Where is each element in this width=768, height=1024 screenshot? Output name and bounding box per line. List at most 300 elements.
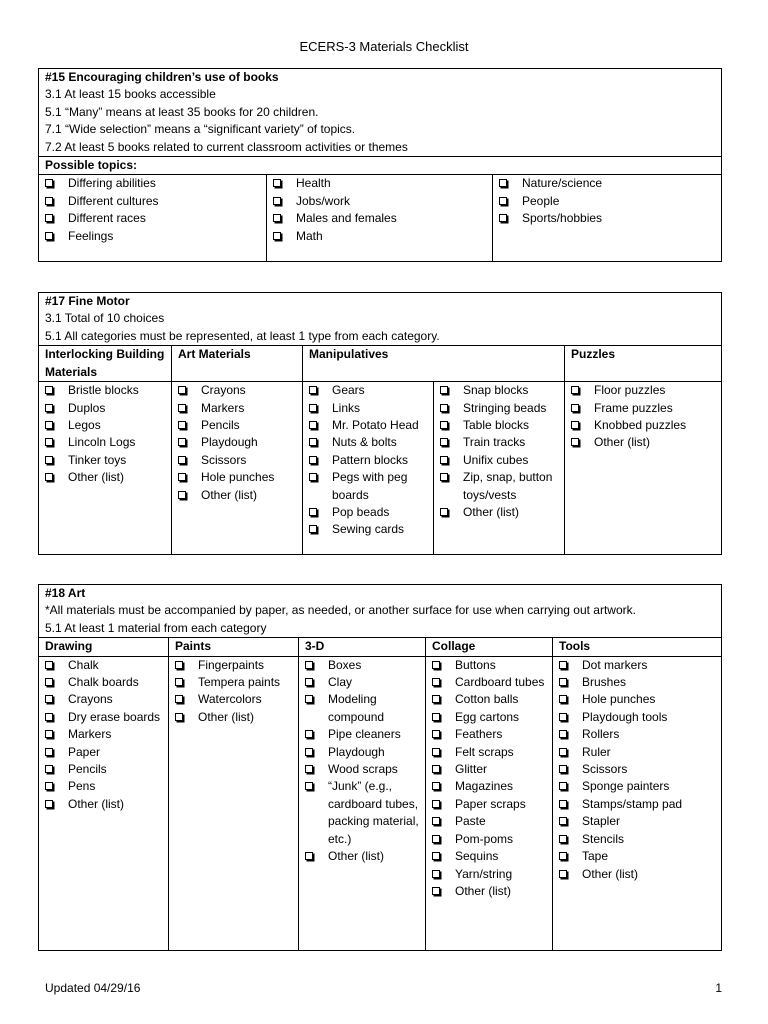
checkbox-icon[interactable] <box>440 456 448 464</box>
checklist <box>305 657 423 866</box>
checklist <box>432 657 550 901</box>
checkbox-icon[interactable] <box>175 661 183 669</box>
checkbox-icon[interactable] <box>571 404 579 412</box>
checklist-item <box>309 521 431 538</box>
checkbox-icon[interactable] <box>571 438 579 446</box>
checkbox-icon[interactable] <box>45 713 53 721</box>
checklist-item <box>175 674 296 691</box>
checklist-item <box>305 778 423 848</box>
checkbox-icon[interactable] <box>432 852 440 860</box>
checklist-item-label: Clay <box>328 675 353 690</box>
checkbox-icon[interactable] <box>440 473 448 481</box>
section-heading: #17 Fine Motor <box>45 294 130 308</box>
checklist-item-label: Pencils <box>201 418 240 433</box>
checkbox-icon[interactable] <box>559 782 567 790</box>
criterion-line: 3.1 At least 15 books accessible <box>45 87 216 102</box>
checkbox-icon[interactable] <box>178 491 186 499</box>
checklist-item <box>559 813 719 830</box>
checkbox-icon[interactable] <box>432 765 440 773</box>
checklist-item-label: Lincoln Logs <box>68 435 136 450</box>
checklist-item <box>499 210 719 227</box>
checklist-item <box>559 831 719 848</box>
checklist-item <box>45 434 169 451</box>
checklist-item <box>45 657 166 674</box>
criterion-line: 7.2 At least 5 books related to current classroom activities or themes <box>45 139 408 154</box>
checkbox-icon[interactable] <box>178 438 186 446</box>
checklist-item <box>305 726 423 743</box>
section-header <box>39 585 721 638</box>
checklist-item-label: Health <box>296 176 331 191</box>
checkbox-icon[interactable] <box>45 179 53 187</box>
checkbox-icon[interactable] <box>499 214 507 222</box>
checklist-item-label: Stringing beads <box>463 400 547 415</box>
checklist-item-label: Paper <box>68 744 101 759</box>
checklist-item-label: Floor puzzles <box>594 383 666 398</box>
checklist-item <box>45 417 169 434</box>
category-column <box>298 657 425 951</box>
checklist-item-label: Tinker toys <box>68 452 127 467</box>
checkbox-icon[interactable] <box>432 695 440 703</box>
checklist-item-label: Frame puzzles <box>594 400 673 415</box>
checklist-item <box>305 691 423 726</box>
checklist-item <box>440 434 562 451</box>
checklist-item <box>559 726 719 743</box>
checklist-item-label: Bristle blocks <box>68 383 139 398</box>
checkbox-icon[interactable] <box>559 817 567 825</box>
checklist-item-label: Yarn/string <box>455 866 513 881</box>
checklist-item-label: Paper scraps <box>455 796 526 811</box>
checkbox-icon[interactable] <box>45 473 53 481</box>
checkbox-icon[interactable] <box>432 800 440 808</box>
checklist-item-label: Cardboard tubes <box>455 675 545 690</box>
checklist-item-label: Links <box>332 400 361 415</box>
checklist-item <box>432 778 550 795</box>
checklist-item <box>45 452 169 469</box>
checklist-item-label: Other (list) <box>201 487 258 502</box>
checklist-item-label: Differing abilities <box>68 176 156 191</box>
checkbox-icon[interactable] <box>309 473 317 481</box>
checkbox-icon[interactable] <box>571 386 579 394</box>
checklist-item-label: Egg cartons <box>455 709 520 724</box>
checklist-item <box>440 469 562 504</box>
category-header: Art Materials <box>171 346 302 381</box>
checklist-item <box>309 469 431 504</box>
checkbox-icon[interactable] <box>45 678 53 686</box>
checklist-item-label: Buttons <box>455 657 496 672</box>
checkbox-icon[interactable] <box>309 421 317 429</box>
category-column <box>425 657 552 951</box>
checklist <box>273 175 490 245</box>
checkbox-icon[interactable] <box>305 852 313 860</box>
page-title: ECERS-3 Materials Checklist <box>299 39 469 54</box>
checklist-item <box>559 657 719 674</box>
topics-column <box>492 175 721 261</box>
checkbox-icon[interactable] <box>45 765 53 773</box>
checkbox-icon[interactable] <box>273 179 281 187</box>
checkbox-icon[interactable] <box>305 695 313 703</box>
checklist-item-label: Tape <box>582 849 609 864</box>
checklist <box>571 382 719 452</box>
category-column <box>552 657 721 951</box>
checkbox-icon[interactable] <box>432 870 440 878</box>
checklist-item <box>178 469 300 486</box>
checklist-item-label: Stencils <box>582 831 625 846</box>
checkbox-icon[interactable] <box>273 232 281 240</box>
category-header: Collage <box>425 638 552 655</box>
checklist-item <box>432 674 550 691</box>
checklist-item-label: Ruler <box>582 744 611 759</box>
checklist-item-label: Modeling compound <box>328 692 385 724</box>
category-header: Interlocking Building Materials <box>45 347 165 379</box>
checklist-item-label: Watercolors <box>198 692 262 707</box>
checklist-item <box>559 848 719 865</box>
topics-row <box>39 175 721 261</box>
category-header: Puzzles <box>564 346 721 381</box>
checklist-item-label: Pipe cleaners <box>328 727 401 742</box>
checklist-item <box>432 709 550 726</box>
checkbox-icon[interactable] <box>45 197 53 205</box>
category-column <box>433 382 564 555</box>
checklist-item-label: Scissors <box>201 452 247 467</box>
checklist <box>499 175 719 227</box>
checklist-item <box>432 744 550 761</box>
checkbox-icon[interactable] <box>432 678 440 686</box>
checklist-item <box>432 831 550 848</box>
checklist-item <box>559 778 719 795</box>
checkbox-icon[interactable] <box>432 782 440 790</box>
checklist-item-label: Dot markers <box>582 657 648 672</box>
checklist-item-label: Feelings <box>68 228 114 243</box>
checklist-item-label: Mr. Potato Head <box>332 418 419 433</box>
checkbox-icon[interactable] <box>175 678 183 686</box>
checklist-item-label: Snap blocks <box>463 383 529 398</box>
checklist-item-label: Math <box>296 228 323 243</box>
checklist-item-label: Sports/hobbies <box>522 211 603 226</box>
checklist-item <box>305 848 423 865</box>
checklist-item <box>45 744 166 761</box>
checklist-item-label: Pom-poms <box>455 831 514 846</box>
checklist-item <box>440 382 562 399</box>
checklist-item-label: Pens <box>68 779 96 794</box>
checklist-item-label: Stamps/stamp pad <box>582 796 683 811</box>
checklist-item <box>305 674 423 691</box>
checkbox-icon[interactable] <box>432 835 440 843</box>
checkbox-icon[interactable] <box>499 197 507 205</box>
checklist-item-label: Playdough tools <box>582 709 668 724</box>
checklist-item <box>499 193 719 210</box>
checklist-item-label: Pegs with peg boards <box>332 470 408 502</box>
checklist-item-label: “Junk” (e.g., cardboard tubes, packing material, etc.) <box>328 779 419 846</box>
category-header: Manipulatives <box>302 346 564 381</box>
checkbox-icon[interactable] <box>499 179 507 187</box>
checklist-item <box>273 175 490 192</box>
checkbox-icon[interactable] <box>440 508 448 516</box>
category-header: Tools <box>552 638 721 655</box>
checkbox-icon[interactable] <box>175 695 183 703</box>
category-column <box>168 657 298 951</box>
checklist-item-label: Train tracks <box>463 435 526 450</box>
checkbox-icon[interactable] <box>559 678 567 686</box>
criterion-line: 3.1 Total of 10 choices <box>45 311 165 326</box>
checklist-item <box>45 691 166 708</box>
checklist-item-label: Rollers <box>582 727 620 742</box>
category-header: Paints <box>168 638 298 655</box>
checklist-item-label: Zip, snap, button toys/vests <box>463 470 553 502</box>
checklist-item <box>178 382 300 399</box>
topics-column <box>266 175 492 261</box>
checkbox-icon[interactable] <box>305 765 313 773</box>
checklist <box>45 175 264 245</box>
checkbox-icon[interactable] <box>45 782 53 790</box>
category-header-row <box>39 346 721 382</box>
checklist-item-label: Glitter <box>455 762 488 777</box>
checklist-item <box>440 504 562 521</box>
checkbox-icon[interactable] <box>45 730 53 738</box>
checklist <box>559 657 719 883</box>
checklist-item <box>559 744 719 761</box>
checklist-item-label: Boxes <box>328 657 362 672</box>
checklist-item <box>45 400 169 417</box>
checklist <box>45 382 169 486</box>
checkbox-icon[interactable] <box>305 661 313 669</box>
category-column <box>564 382 721 555</box>
checklist-item <box>273 228 490 245</box>
checkbox-icon[interactable] <box>432 661 440 669</box>
checklist-item-label: Other (list) <box>328 849 385 864</box>
checklist-item <box>559 796 719 813</box>
category-column <box>302 382 433 555</box>
checklist-item <box>309 434 431 451</box>
checklist-item <box>499 175 719 192</box>
checklist <box>175 657 296 727</box>
checklist-item <box>571 434 719 451</box>
checklist-item-label: Other (list) <box>198 709 255 724</box>
checklist-item-label: Stapler <box>582 814 621 829</box>
checkbox-icon[interactable] <box>440 386 448 394</box>
checklist-item <box>559 691 719 708</box>
checklist-item-label: Crayons <box>68 692 113 707</box>
checkbox-icon[interactable] <box>559 713 567 721</box>
checklist-item <box>571 417 719 434</box>
checklist-item <box>440 417 562 434</box>
criterion-line: 7.1 “Wide selection” means a “significant variety” of topics. <box>45 122 356 137</box>
checkbox-icon[interactable] <box>559 765 567 773</box>
checklist-item <box>559 674 719 691</box>
checklist-item-label: Other (list) <box>582 866 639 881</box>
checklist-item <box>432 726 550 743</box>
checkbox-icon[interactable] <box>440 421 448 429</box>
checklist-item <box>432 883 550 900</box>
checkbox-icon[interactable] <box>305 678 313 686</box>
checkbox-icon[interactable] <box>559 730 567 738</box>
checkbox-icon[interactable] <box>178 421 186 429</box>
checklist-item <box>45 778 166 795</box>
checkbox-icon[interactable] <box>559 695 567 703</box>
checkbox-icon[interactable] <box>309 508 317 516</box>
criterion-line: 5.1 At least 1 material from each category <box>45 620 267 635</box>
section-17-fine-motor <box>38 292 722 555</box>
checklist-item-label: Duplos <box>68 400 106 415</box>
checklist-item-label: Other (list) <box>68 796 125 811</box>
checklist-item <box>559 866 719 883</box>
checklist-item <box>432 796 550 813</box>
checklist-item-label: Jobs/work <box>296 193 351 208</box>
checkbox-icon[interactable] <box>559 800 567 808</box>
section-heading: #18 Art <box>45 586 86 600</box>
checkbox-icon[interactable] <box>45 456 53 464</box>
checklist-item-label: Playdough <box>201 435 258 450</box>
checkbox-icon[interactable] <box>45 214 53 222</box>
checklist-item <box>45 228 264 245</box>
checklist-item <box>45 796 166 813</box>
checkbox-icon[interactable] <box>45 404 53 412</box>
checkbox-icon[interactable] <box>309 525 317 533</box>
checklist-item <box>571 382 719 399</box>
checklist-item <box>309 382 431 399</box>
checkbox-icon[interactable] <box>45 232 53 240</box>
category-column <box>39 657 168 951</box>
checklist-item-label: Pop beads <box>332 505 390 520</box>
criterion-line: *All materials must be accompanied by paper, as needed, or another surface for use when carrying out artwork. <box>45 603 636 618</box>
checklist-item <box>571 400 719 417</box>
checklist-item-label: Males and females <box>296 211 397 226</box>
checklist-item <box>45 761 166 778</box>
checkbox-icon[interactable] <box>559 852 567 860</box>
checkbox-icon[interactable] <box>273 214 281 222</box>
checklist-item-label: Table blocks <box>463 418 530 433</box>
checklist-item-label: Hole punches <box>201 470 275 485</box>
checkbox-icon[interactable] <box>178 386 186 394</box>
checklist-item <box>178 452 300 469</box>
checklist-item-label: Scissors <box>582 762 628 777</box>
checklist-item <box>440 400 562 417</box>
checkbox-icon[interactable] <box>178 473 186 481</box>
checkbox-icon[interactable] <box>559 748 567 756</box>
checkbox-icon[interactable] <box>309 404 317 412</box>
checklist-item-label: Pencils <box>68 762 107 777</box>
checkbox-icon[interactable] <box>309 386 317 394</box>
checklist-item-label: Markers <box>201 400 245 415</box>
checklist-item <box>175 691 296 708</box>
checkbox-icon[interactable] <box>559 870 567 878</box>
checkbox-icon[interactable] <box>559 835 567 843</box>
checkbox-icon[interactable] <box>45 800 53 808</box>
checklist-item-label: Other (list) <box>455 883 512 898</box>
checkbox-icon[interactable] <box>432 713 440 721</box>
checklist-item <box>432 657 550 674</box>
checklist-item-label: Crayons <box>201 383 246 398</box>
checkbox-icon[interactable] <box>45 438 53 446</box>
section-heading: #15 Encouraging children’s use of books <box>45 70 279 84</box>
checklist <box>45 657 166 814</box>
checklist-item-label: Other (list) <box>594 435 651 450</box>
checkbox-icon[interactable] <box>273 197 281 205</box>
checkbox-icon[interactable] <box>178 404 186 412</box>
checklist-item <box>178 434 300 451</box>
checklist-item-label: Knobbed puzzles <box>594 418 687 433</box>
checklist-item <box>178 400 300 417</box>
checkbox-icon[interactable] <box>178 456 186 464</box>
checklist-item-label: Different races <box>68 211 146 226</box>
checklist-item-label: Sequins <box>455 849 499 864</box>
checkbox-icon[interactable] <box>440 438 448 446</box>
checklist-item <box>45 709 166 726</box>
checklist-item-label: People <box>522 193 560 208</box>
checkbox-icon[interactable] <box>309 438 317 446</box>
topics-label: Possible topics: <box>39 157 721 175</box>
checklist-item-label: Legos <box>68 418 101 433</box>
category-row <box>39 382 721 555</box>
checklist-item <box>45 469 169 486</box>
checklist-item-label: Feathers <box>455 727 503 742</box>
checkbox-icon[interactable] <box>571 421 579 429</box>
checkbox-icon[interactable] <box>432 730 440 738</box>
section-18-art <box>38 584 722 951</box>
checklist-item-label: Magazines <box>455 779 514 794</box>
checklist-item-label: Hole punches <box>582 692 656 707</box>
checklist-item <box>175 657 296 674</box>
checkbox-icon[interactable] <box>305 730 313 738</box>
category-row <box>39 657 721 951</box>
checklist-item <box>559 761 719 778</box>
category-header: 3-D <box>298 638 425 655</box>
section-header <box>39 293 721 346</box>
checkbox-icon[interactable] <box>305 782 313 790</box>
checklist-item-label: Markers <box>68 727 112 742</box>
checklist-item <box>45 210 264 227</box>
checkbox-icon[interactable] <box>559 661 567 669</box>
checklist-item <box>309 504 431 521</box>
checkbox-icon[interactable] <box>45 386 53 394</box>
checkbox-icon[interactable] <box>45 421 53 429</box>
checklist <box>178 382 300 504</box>
criterion-line: 5.1 “Many” means at least 35 books for 20 children. <box>45 104 319 119</box>
page-number: 1 <box>715 981 722 995</box>
checkbox-icon[interactable] <box>305 748 313 756</box>
category-header: Drawing <box>45 639 93 654</box>
checklist-item-label: Sponge painters <box>582 779 670 794</box>
checkbox-icon[interactable] <box>309 456 317 464</box>
topics-column <box>39 175 266 261</box>
checkbox-icon[interactable] <box>45 661 53 669</box>
checklist-item-label: Playdough <box>328 744 385 759</box>
checklist-item <box>273 210 490 227</box>
checklist-item <box>305 657 423 674</box>
checkbox-icon[interactable] <box>440 404 448 412</box>
section-15-books <box>38 68 722 262</box>
checkbox-icon[interactable] <box>45 748 53 756</box>
checkbox-icon[interactable] <box>432 887 440 895</box>
checklist-item-label: Sewing cards <box>332 522 405 537</box>
checklist-item <box>45 726 166 743</box>
checklist-item <box>45 193 264 210</box>
checkbox-icon[interactable] <box>432 817 440 825</box>
checklist-item <box>175 709 296 726</box>
checkbox-icon[interactable] <box>432 748 440 756</box>
checkbox-icon[interactable] <box>175 713 183 721</box>
checklist-item <box>432 813 550 830</box>
checklist-item-label: Cotton balls <box>455 692 519 707</box>
checklist-item <box>305 744 423 761</box>
checklist-item-label: Brushes <box>582 675 627 690</box>
checklist-item-label: Other (list) <box>463 505 520 520</box>
checkbox-icon[interactable] <box>45 695 53 703</box>
checklist-item-label: Different cultures <box>68 193 159 208</box>
checklist-item <box>559 709 719 726</box>
checklist-item-label: Chalk <box>68 657 99 672</box>
checklist <box>309 382 431 539</box>
category-header-row <box>39 638 721 656</box>
